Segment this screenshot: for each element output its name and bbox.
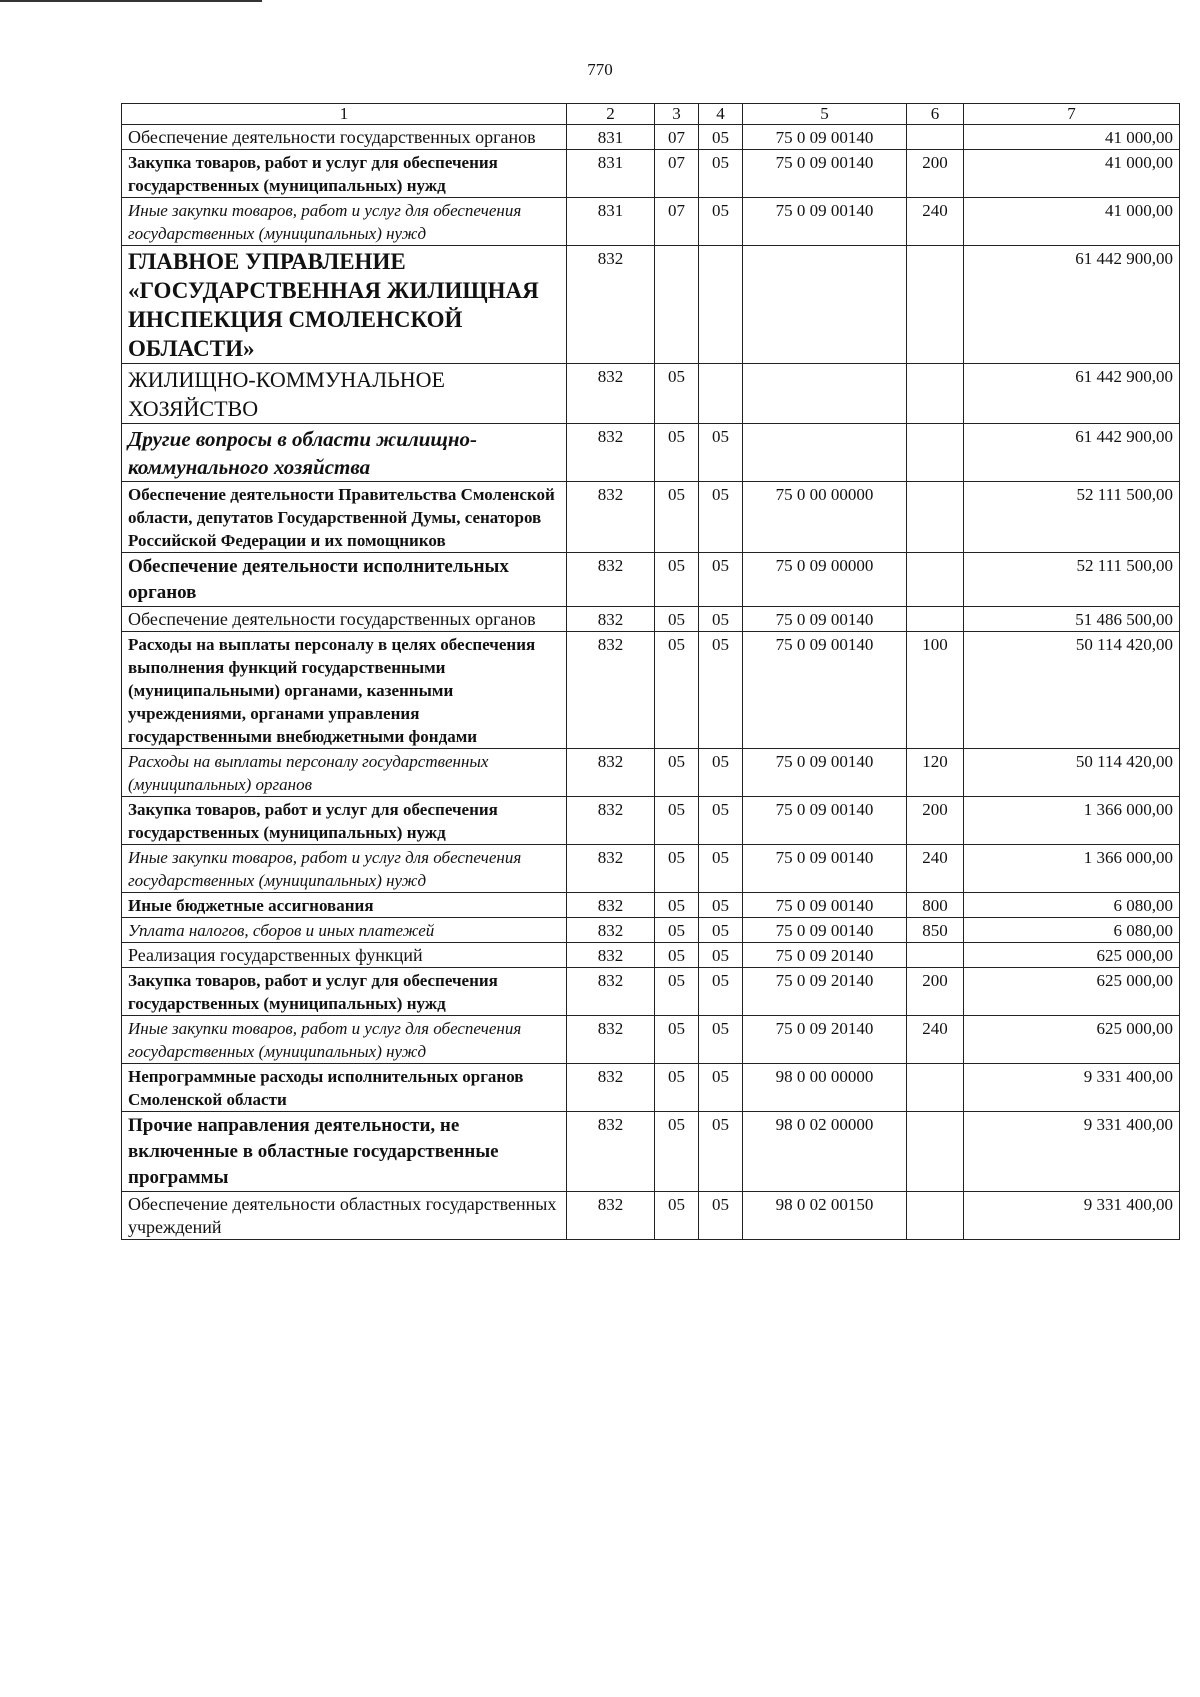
- target-article-code: 98 0 00 00000: [743, 1064, 907, 1112]
- item-name: Обеспечение деятельности Правительства Смоленской области, депутатов Государственной Думы, сенаторов Российской Федерации и их помощников: [122, 482, 567, 553]
- section-code: 05: [655, 424, 699, 482]
- amount: 9 331 400,00: [964, 1192, 1180, 1240]
- header-row: [122, 104, 1180, 125]
- target-article-code: 75 0 00 00000: [743, 482, 907, 553]
- expense-type-code: 240: [907, 198, 964, 246]
- table-row: [122, 1192, 1180, 1240]
- target-article-code: 75 0 09 20140: [743, 1016, 907, 1064]
- section-code: [655, 246, 699, 364]
- subsection-code: 05: [699, 424, 743, 482]
- subsection-code: 05: [699, 918, 743, 943]
- item-name: Обеспечение деятельности исполнительных органов: [122, 553, 567, 607]
- table-row: [122, 364, 1180, 424]
- expense-type-code: [907, 607, 964, 632]
- amount: 52 111 500,00: [964, 482, 1180, 553]
- amount: 9 331 400,00: [964, 1064, 1180, 1112]
- subsection-code: 05: [699, 482, 743, 553]
- expense-type-code: [907, 553, 964, 607]
- amount: 61 442 900,00: [964, 424, 1180, 482]
- section-code: 07: [655, 198, 699, 246]
- subsection-code: 05: [699, 943, 743, 968]
- target-article-code: 75 0 09 00000: [743, 553, 907, 607]
- amount: 9 331 400,00: [964, 1112, 1180, 1192]
- item-name: ГЛАВНОЕ УПРАВЛЕНИЕ «ГОСУДАРСТВЕННАЯ ЖИЛИЩНАЯ ИНСПЕКЦИЯ СМОЛЕНСКОЙ ОБЛАСТИ»: [122, 246, 567, 364]
- table-row: [122, 553, 1180, 607]
- admin-code: 832: [567, 918, 655, 943]
- expense-type-code: [907, 1192, 964, 1240]
- target-article-code: [743, 364, 907, 424]
- target-article-code: 75 0 09 00140: [743, 797, 907, 845]
- expense-type-code: [907, 364, 964, 424]
- subsection-code: 05: [699, 1064, 743, 1112]
- target-article-code: 75 0 09 20140: [743, 968, 907, 1016]
- target-article-code: [743, 246, 907, 364]
- section-code: 05: [655, 364, 699, 424]
- section-code: 05: [655, 607, 699, 632]
- item-name: Уплата налогов, сборов и иных платежей: [122, 918, 567, 943]
- expense-type-code: 240: [907, 1016, 964, 1064]
- section-code: 07: [655, 150, 699, 198]
- target-article-code: 75 0 09 00140: [743, 150, 907, 198]
- subsection-code: [699, 364, 743, 424]
- section-code: 05: [655, 632, 699, 749]
- table-row: [122, 918, 1180, 943]
- item-name: Обеспечение деятельности государственных органов: [122, 125, 567, 150]
- subsection-code: 05: [699, 968, 743, 1016]
- expense-type-code: [907, 246, 964, 364]
- table-row: [122, 943, 1180, 968]
- subsection-code: 05: [699, 797, 743, 845]
- expense-type-code: 200: [907, 797, 964, 845]
- target-article-code: 75 0 09 00140: [743, 632, 907, 749]
- section-code: 05: [655, 749, 699, 797]
- expense-type-code: 200: [907, 150, 964, 198]
- item-name: Иные закупки товаров, работ и услуг для обеспечения государственных (муниципальных) нужд: [122, 198, 567, 246]
- subsection-code: 05: [699, 1016, 743, 1064]
- table-row: [122, 424, 1180, 482]
- table-row: [122, 246, 1180, 364]
- amount: 1 366 000,00: [964, 845, 1180, 893]
- section-code: 05: [655, 1064, 699, 1112]
- amount: 6 080,00: [964, 918, 1180, 943]
- subsection-code: [699, 246, 743, 364]
- table-row: [122, 632, 1180, 749]
- expense-type-code: [907, 943, 964, 968]
- admin-code: 832: [567, 553, 655, 607]
- target-article-code: [743, 424, 907, 482]
- admin-code: 832: [567, 1064, 655, 1112]
- target-article-code: 75 0 09 20140: [743, 943, 907, 968]
- target-article-code: 75 0 09 00140: [743, 198, 907, 246]
- amount: 50 114 420,00: [964, 749, 1180, 797]
- section-code: 05: [655, 893, 699, 918]
- item-name: Закупка товаров, работ и услуг для обеспечения государственных (муниципальных) нужд: [122, 150, 567, 198]
- table-row: [122, 1112, 1180, 1192]
- admin-code: 832: [567, 1016, 655, 1064]
- header-cell: 5: [743, 104, 907, 125]
- admin-code: 832: [567, 797, 655, 845]
- item-name: Другие вопросы в области жилищно-коммунального хозяйства: [122, 424, 567, 482]
- target-article-code: 75 0 09 00140: [743, 607, 907, 632]
- header-cell: 7: [964, 104, 1180, 125]
- header-cell: 2: [567, 104, 655, 125]
- table-body: [122, 104, 1180, 1240]
- admin-code: 832: [567, 749, 655, 797]
- admin-code: 832: [567, 364, 655, 424]
- top-rule: [0, 0, 262, 2]
- item-name: Реализация государственных функций: [122, 943, 567, 968]
- admin-code: 832: [567, 607, 655, 632]
- section-code: 05: [655, 1016, 699, 1064]
- admin-code: 832: [567, 893, 655, 918]
- subsection-code: 05: [699, 198, 743, 246]
- amount: 61 442 900,00: [964, 246, 1180, 364]
- item-name: Иные бюджетные ассигнования: [122, 893, 567, 918]
- target-article-code: 98 0 02 00150: [743, 1192, 907, 1240]
- header-cell: 6: [907, 104, 964, 125]
- admin-code: 832: [567, 1192, 655, 1240]
- admin-code: 832: [567, 845, 655, 893]
- subsection-code: 05: [699, 845, 743, 893]
- expense-type-code: [907, 424, 964, 482]
- subsection-code: 05: [699, 125, 743, 150]
- expense-type-code: [907, 1112, 964, 1192]
- expense-type-code: 200: [907, 968, 964, 1016]
- table-row: [122, 797, 1180, 845]
- subsection-code: 05: [699, 150, 743, 198]
- expense-type-code: 240: [907, 845, 964, 893]
- item-name: Обеспечение деятельности областных государственных учреждений: [122, 1192, 567, 1240]
- admin-code: 832: [567, 482, 655, 553]
- amount: 6 080,00: [964, 893, 1180, 918]
- section-code: 05: [655, 797, 699, 845]
- table-row: [122, 968, 1180, 1016]
- expense-type-code: 850: [907, 918, 964, 943]
- subsection-code: 05: [699, 1192, 743, 1240]
- expense-type-code: [907, 482, 964, 553]
- admin-code: 832: [567, 632, 655, 749]
- amount: 52 111 500,00: [964, 553, 1180, 607]
- amount: 51 486 500,00: [964, 607, 1180, 632]
- amount: 61 442 900,00: [964, 364, 1180, 424]
- target-article-code: 98 0 02 00000: [743, 1112, 907, 1192]
- item-name: Обеспечение деятельности государственных органов: [122, 607, 567, 632]
- target-article-code: 75 0 09 00140: [743, 749, 907, 797]
- amount: 625 000,00: [964, 1016, 1180, 1064]
- expense-type-code: [907, 1064, 964, 1112]
- amount: 625 000,00: [964, 943, 1180, 968]
- subsection-code: 05: [699, 749, 743, 797]
- table-row: [122, 1016, 1180, 1064]
- target-article-code: 75 0 09 00140: [743, 918, 907, 943]
- admin-code: 832: [567, 968, 655, 1016]
- admin-code: 832: [567, 943, 655, 968]
- amount: 41 000,00: [964, 150, 1180, 198]
- subsection-code: 05: [699, 632, 743, 749]
- item-name: ЖИЛИЩНО-КОММУНАЛЬНОЕ ХОЗЯЙСТВО: [122, 364, 567, 424]
- target-article-code: 75 0 09 00140: [743, 125, 907, 150]
- admin-code: 831: [567, 198, 655, 246]
- header-cell: 4: [699, 104, 743, 125]
- admin-code: 832: [567, 424, 655, 482]
- section-code: 05: [655, 1192, 699, 1240]
- subsection-code: 05: [699, 553, 743, 607]
- item-name: Иные закупки товаров, работ и услуг для обеспечения государственных (муниципальных) нужд: [122, 845, 567, 893]
- amount: 41 000,00: [964, 198, 1180, 246]
- table-row: [122, 845, 1180, 893]
- section-code: 05: [655, 968, 699, 1016]
- subsection-code: 05: [699, 607, 743, 632]
- section-code: 05: [655, 845, 699, 893]
- item-name: Закупка товаров, работ и услуг для обеспечения государственных (муниципальных) нужд: [122, 797, 567, 845]
- subsection-code: 05: [699, 1112, 743, 1192]
- section-code: 05: [655, 943, 699, 968]
- admin-code: 831: [567, 125, 655, 150]
- amount: 1 366 000,00: [964, 797, 1180, 845]
- section-code: 05: [655, 1112, 699, 1192]
- amount: 41 000,00: [964, 125, 1180, 150]
- item-name: Расходы на выплаты персоналу в целях обеспечения выполнения функций государственными (муниципальными) органами, казенными учреждениями, органами управления государственными внебюджетными фондами: [122, 632, 567, 749]
- header-cell: 3: [655, 104, 699, 125]
- expense-type-code: 120: [907, 749, 964, 797]
- table-row: [122, 749, 1180, 797]
- target-article-code: 75 0 09 00140: [743, 893, 907, 918]
- item-name: Расходы на выплаты персоналу государственных (муниципальных) органов: [122, 749, 567, 797]
- table-row: [122, 482, 1180, 553]
- admin-code: 831: [567, 150, 655, 198]
- table-row: [122, 1064, 1180, 1112]
- expense-type-code: 100: [907, 632, 964, 749]
- amount: 625 000,00: [964, 968, 1180, 1016]
- item-name: Закупка товаров, работ и услуг для обеспечения государственных (муниципальных) нужд: [122, 968, 567, 1016]
- expense-type-code: 800: [907, 893, 964, 918]
- section-code: 05: [655, 482, 699, 553]
- table-row: [122, 150, 1180, 198]
- expense-type-code: [907, 125, 964, 150]
- page-number: 770: [587, 60, 613, 79]
- section-code: 05: [655, 553, 699, 607]
- table-row: [122, 198, 1180, 246]
- budget-table: [121, 103, 1180, 1240]
- amount: 50 114 420,00: [964, 632, 1180, 749]
- section-code: 07: [655, 125, 699, 150]
- item-name: Непрограммные расходы исполнительных органов Смоленской области: [122, 1064, 567, 1112]
- item-name: Прочие направления деятельности, не включенные в областные государственные программы: [122, 1112, 567, 1192]
- item-name: Иные закупки товаров, работ и услуг для обеспечения государственных (муниципальных) нужд: [122, 1016, 567, 1064]
- table-row: [122, 893, 1180, 918]
- header-cell: 1: [122, 104, 567, 125]
- subsection-code: 05: [699, 893, 743, 918]
- admin-code: 832: [567, 1112, 655, 1192]
- table-row: [122, 607, 1180, 632]
- target-article-code: 75 0 09 00140: [743, 845, 907, 893]
- table-row: [122, 125, 1180, 150]
- section-code: 05: [655, 918, 699, 943]
- admin-code: 832: [567, 246, 655, 364]
